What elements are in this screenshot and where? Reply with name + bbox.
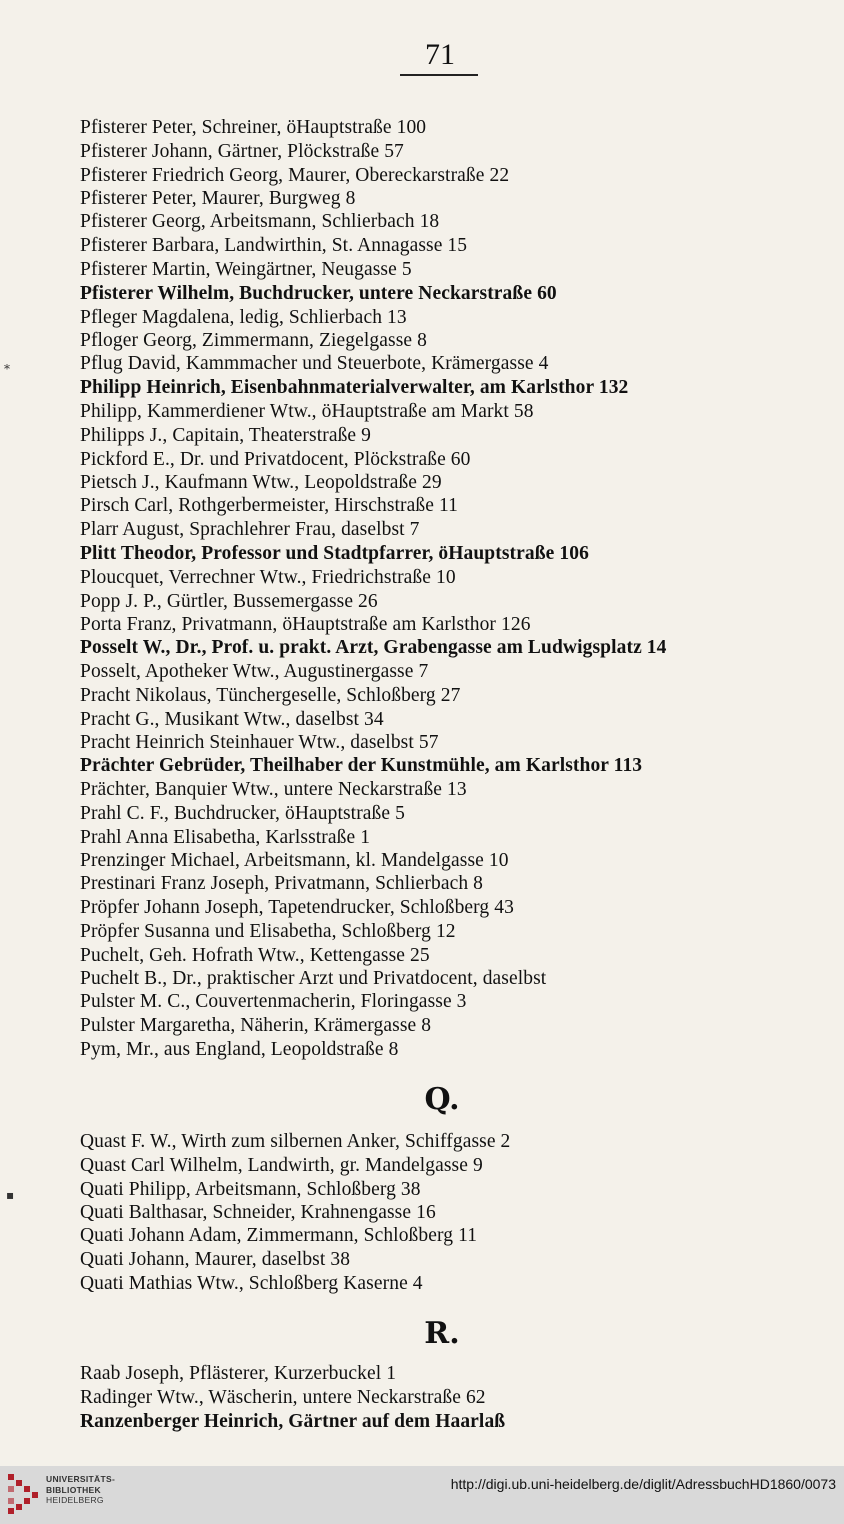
library-name (46, 1474, 115, 1506)
list-item: Pfisterer Peter, Schreiner, öHauptstraße 100 (80, 117, 427, 138)
list-item: Pickford E., Dr. und Privatdocent, Plöckstraße 60 (80, 449, 471, 470)
list-item: Philipp Heinrich, Eisenbahnmaterialverwalter, am Karlsthor 132 (80, 377, 629, 398)
list-item: Quati Johann, Maurer, daselbst 38 (80, 1249, 351, 1270)
list-item: Popp J. P., Gürtler, Bussemergasse 26 (80, 591, 378, 612)
list-item: Pym, Mr., aus England, Leopoldstraße 8 (80, 1039, 399, 1060)
list-item: Prenzinger Michael, Arbeitsmann, kl. Mandelgasse 10 (80, 850, 509, 871)
list-item: Pröpfer Johann Joseph, Tapetendrucker, Schloßberg 43 (80, 897, 514, 918)
margin-mark-2: ▪ (6, 1188, 15, 1202)
list-item: Quati Johann Adam, Zimmermann, Schloßberg 11 (80, 1225, 478, 1246)
list-item: Pfisterer Friedrich Georg, Maurer, Obereckarstraße 22 (80, 165, 510, 186)
list-item: Quati Balthasar, Schneider, Krahnengasse 16 (80, 1202, 436, 1223)
list-item: Pietsch J., Kaufmann Wtw., Leopoldstraße 29 (80, 472, 442, 493)
list-item: Pracht G., Musikant Wtw., daselbst 34 (80, 709, 384, 730)
list-item: Pröpfer Susanna und Elisabetha, Schloßberg 12 (80, 921, 456, 942)
library-name-line: BIBLIOTHEK (46, 1484, 101, 1495)
list-item: Pfisterer Peter, Maurer, Burgweg 8 (80, 188, 356, 209)
list-item: Ranzenberger Heinrich, Gärtner auf dem Haarlaß (80, 1411, 506, 1432)
list-item: Philipp, Kammerdiener Wtw., öHauptstraße am Markt 58 (80, 401, 534, 422)
list-item: Pirsch Carl, Rothgerbermeister, Hirschstraße 11 (80, 495, 458, 516)
list-item: Quast Carl Wilhelm, Landwirth, gr. Mandelgasse 9 (80, 1155, 483, 1176)
library-name-line: UNIVERSITÄTS- (46, 1474, 116, 1484)
list-item: Prestinari Franz Joseph, Privatmann, Schlierbach 8 (80, 873, 484, 894)
list-item: Puchelt, Geh. Hofrath Wtw., Kettengasse 25 (80, 945, 430, 966)
list-item: Prahl Anna Elisabetha, Karlsstraße 1 (80, 827, 371, 848)
list-item: Posselt W., Dr., Prof. u. prakt. Arzt, Grabengasse am Ludwigsplatz 14 (80, 637, 667, 658)
list-item: Pfisterer Martin, Weingärtner, Neugasse 5 (80, 259, 412, 280)
section-heading-q: Q. (424, 1082, 460, 1117)
list-item: Quati Philipp, Arbeitsmann, Schloßberg 38 (80, 1179, 421, 1200)
list-item: Pflug David, Kammmacher und Steuerbote, Krämergasse 4 (80, 353, 549, 374)
list-item: Prächter, Banquier Wtw., untere Neckarstraße 13 (80, 779, 467, 800)
list-item: Ploucquet, Verrechner Wtw., Friedrichstraße 10 (80, 567, 456, 588)
library-name-line: HEIDELBERG (46, 1495, 104, 1505)
margin-mark-1: * (4, 362, 10, 376)
list-item: Quast F. W., Wirth zum silbernen Anker, Schiffgasse 2 (80, 1131, 511, 1152)
list-item: Pfisterer Georg, Arbeitsmann, Schlierbach 18 (80, 211, 440, 232)
list-item: Plarr August, Sprachlehrer Frau, daselbst 7 (80, 519, 420, 540)
list-item: Raab Joseph, Pflästerer, Kurzerbuckel 1 (80, 1363, 397, 1384)
list-item: Prächter Gebrüder, Theilhaber der Kunstmühle, am Karlsthor 113 (80, 755, 643, 776)
list-item: Plitt Theodor, Professor und Stadtpfarrer, öHauptstraße 106 (80, 543, 589, 564)
page-number: 71 (425, 38, 455, 71)
list-item: Philipps J., Capitain, Theaterstraße 9 (80, 425, 372, 446)
list-item: Pfisterer Barbara, Landwirthin, St. Annagasse 15 (80, 235, 468, 256)
list-item: Pracht Nikolaus, Tünchergeselle, Schloßberg 27 (80, 685, 461, 706)
footer-bar (0, 1466, 844, 1524)
list-item: Pfloger Georg, Zimmermann, Ziegelgasse 8 (80, 330, 427, 351)
page-number-rule (400, 74, 478, 76)
list-item: Radinger Wtw., Wäscherin, untere Neckarstraße 62 (80, 1387, 486, 1408)
list-item: Porta Franz, Privatmann, öHauptstraße am Karlsthor 126 (80, 614, 531, 635)
list-item: Pulster Margaretha, Näherin, Krämergasse 8 (80, 1015, 432, 1036)
list-item: Pracht Heinrich Steinhauer Wtw., daselbst 57 (80, 732, 439, 753)
source-url-link[interactable]: http://digi.ub.uni-heidelberg.de/diglit/AdressbuchHD1860/0073 (450, 1476, 836, 1492)
list-item: Posselt, Apotheker Wtw., Augustinergasse 7 (80, 661, 429, 682)
list-item: Prahl C. F., Buchdrucker, öHauptstraße 5 (80, 803, 405, 824)
list-item: Pfisterer Wilhelm, Buchdrucker, untere Neckarstraße 60 (80, 283, 557, 304)
library-logo-icon[interactable] (8, 1474, 40, 1514)
list-item: Pulster M. C., Couvertenmacherin, Floringasse 3 (80, 991, 467, 1012)
list-item: Pfleger Magdalena, ledig, Schlierbach 13 (80, 307, 407, 328)
list-item: Puchelt B., Dr., praktischer Arzt und Privatdocent, daselbst (80, 968, 547, 989)
section-heading-r: R. (424, 1316, 460, 1351)
list-item: Pfisterer Johann, Gärtner, Plöckstraße 57 (80, 141, 404, 162)
list-item: Quati Mathias Wtw., Schloßberg Kaserne 4 (80, 1273, 423, 1294)
